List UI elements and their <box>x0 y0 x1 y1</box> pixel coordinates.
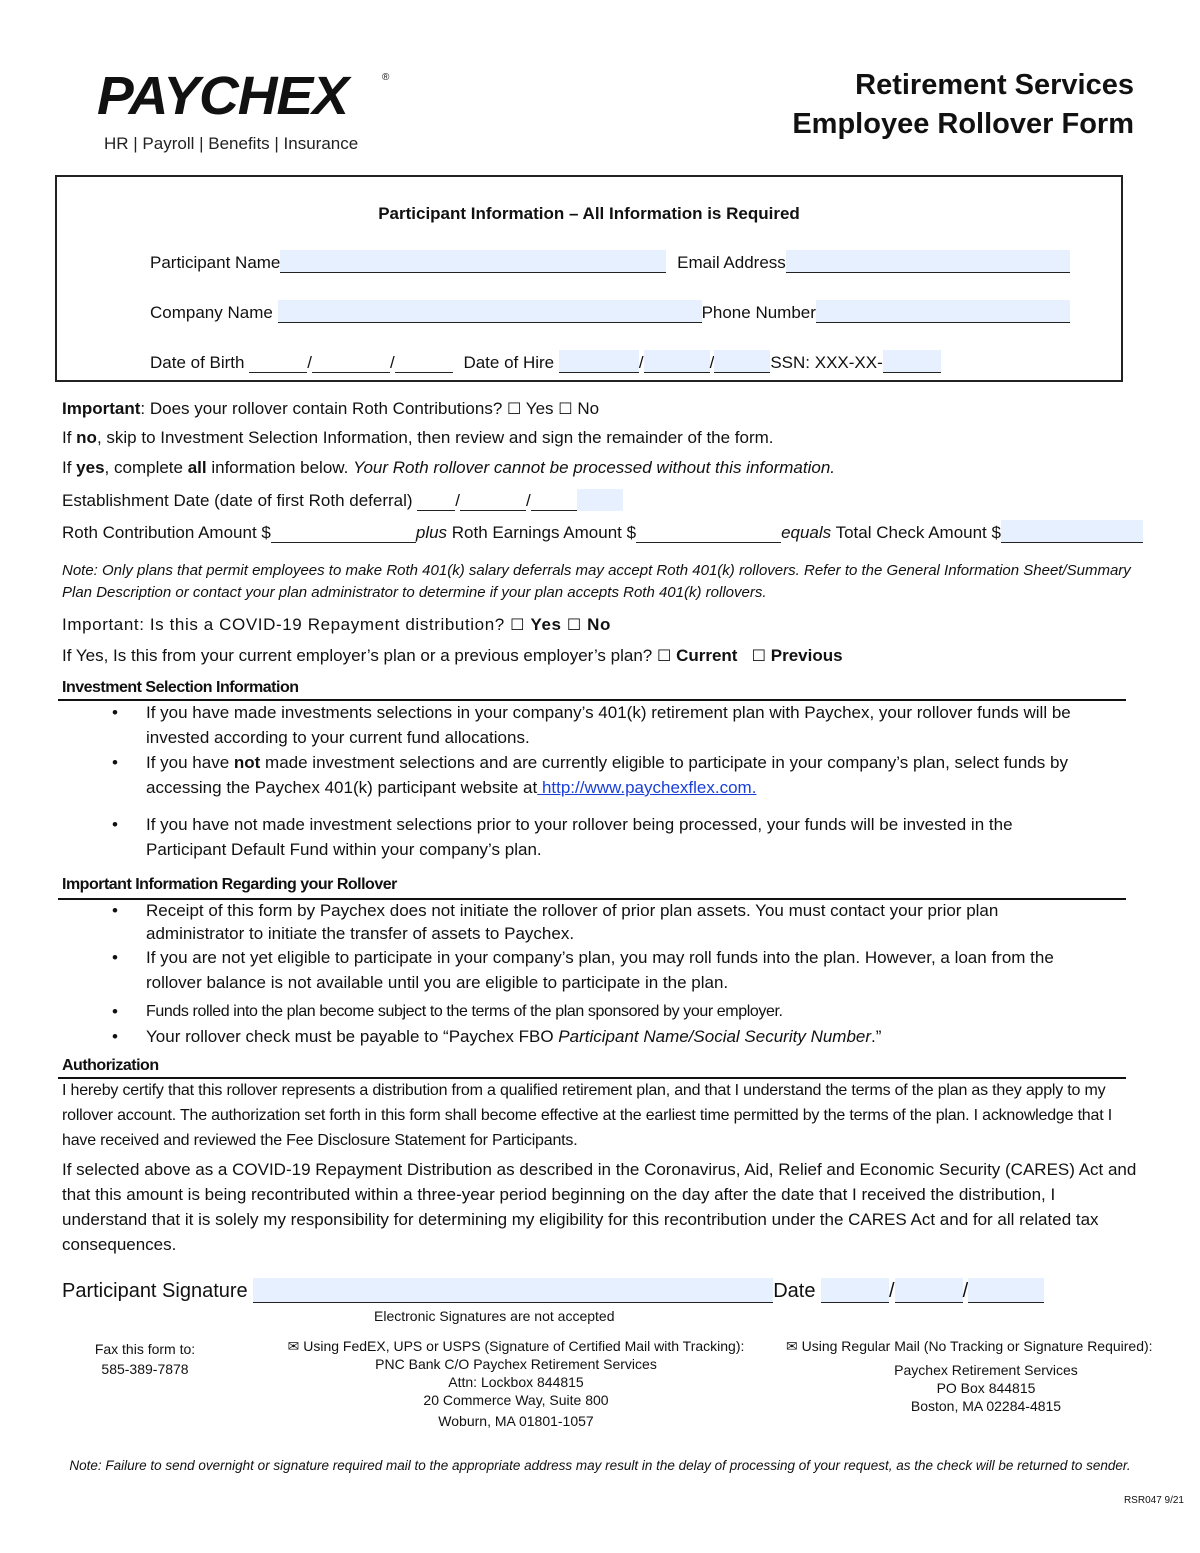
regular-line: PO Box 844815 <box>936 1380 1036 1396</box>
dob-year-field[interactable] <box>395 352 453 373</box>
regular-address <box>786 1361 1186 1415</box>
text-bold: not <box>233 753 261 772</box>
checkbox-icon[interactable]: ☐ <box>507 399 522 418</box>
authorization-paragraph-1: I hereby certify that this rollover represents a distribution from a qualified retirement plan, and that I understand the terms of the plan as they apply to my rollover account. The authorization set forth in this form shall become effective at the earliest time permitted by the terms of the plan. I acknowledge that I have received and reviewed the Fee Disclosure Statement for Participants. <box>62 1082 1112 1149</box>
text-italic: Participant Name/Social Security Number <box>558 1027 872 1046</box>
total-amount-field[interactable] <box>1001 520 1143 543</box>
envelope-icon: ✉ <box>786 1338 798 1354</box>
important-info-list <box>112 899 1082 1049</box>
tracked-mail-block <box>276 1337 756 1430</box>
establishment-label: Establishment Date (date of first Roth deferral) <box>62 491 413 510</box>
participant-info-box <box>55 175 1123 382</box>
fax-block <box>60 1339 230 1379</box>
text: If <box>62 428 77 447</box>
regular-line: Paychex Retirement Services <box>894 1362 1078 1378</box>
roth-question-text: : Does your rollover contain Roth Contributions? <box>140 399 503 418</box>
participant-name-field[interactable] <box>280 250 666 273</box>
equals-text: equals <box>781 523 832 542</box>
text-bold: yes <box>76 458 105 477</box>
sign-date-year-field[interactable] <box>968 1278 1044 1303</box>
date-label: Date <box>773 1280 816 1302</box>
text: If you have <box>146 753 234 772</box>
dob-doh-ssn-row <box>150 350 941 373</box>
previous-label: Previous <box>770 646 843 665</box>
doh-year-field[interactable] <box>714 350 770 373</box>
slash: / <box>709 353 715 372</box>
checkbox-icon[interactable]: ☐ <box>566 615 582 634</box>
roth-question <box>62 399 599 419</box>
doh-day-field[interactable] <box>644 350 710 373</box>
company-name-label: Company Name <box>150 303 273 322</box>
slash: / <box>307 353 312 372</box>
doh-month-field[interactable] <box>559 350 639 373</box>
slash: / <box>638 353 644 372</box>
roth-if-no <box>62 428 774 448</box>
investment-list <box>112 700 1082 862</box>
slash: / <box>455 491 461 510</box>
covid-plan-row <box>62 646 843 666</box>
authorization-paragraph-2: If selected above as a COVID-19 Repayment Distribution as described in the Coronavirus, Aid, Relief and Economic Security (CARES) Act and that this amount is being recontributed within a three-year period beginning on the day after the date that I received the distribution, I understand that it is solely my responsibility for determining my eligibility for this recontribution under the CARES Act and for all related tax consequences. <box>62 1160 1137 1254</box>
total-label: Total Check Amount $ <box>831 523 1001 542</box>
important-label: Important <box>62 399 141 418</box>
sign-date-day-field[interactable] <box>895 1278 963 1303</box>
plus-text: plus <box>415 523 448 542</box>
company-name-field[interactable] <box>278 300 702 323</box>
text: .” <box>871 1027 882 1046</box>
establishment-year-field[interactable] <box>531 490 577 511</box>
text-italic: Your Roth rollover cannot be processed without this information. <box>353 458 836 477</box>
slash: / <box>526 491 531 510</box>
roth-no-label: No <box>577 399 600 418</box>
roth-note: Note: Only plans that permit employees to make Roth 401(k) salary deferrals may accept Roth 401(k) rollovers. Refer to the General Information Sheet/Summary Plan Description or contact your plan administrator to determine if your plan accepts Roth 401(k) rollovers. <box>62 562 1131 601</box>
text-bold: no <box>76 428 97 447</box>
regular-heading: Using Regular Mail (No Tracking or Signature Required): <box>801 1338 1153 1354</box>
phone-field[interactable] <box>816 300 1070 323</box>
paychexflex-link[interactable]: http://www.paychexflex.com. <box>537 778 757 797</box>
dob-label: Date of Birth <box>150 353 245 372</box>
roth-amounts-row <box>62 520 1143 543</box>
name-email-row <box>150 250 1070 273</box>
establishment-month-field[interactable] <box>417 490 455 511</box>
text: , skip to Investment Selection Information, then review and sign the remainder of the form. <box>96 428 774 447</box>
participant-info-heading: Participant Information – All Information is Required <box>378 204 800 223</box>
regular-mail-block <box>786 1337 1176 1415</box>
sign-date-month-field[interactable] <box>821 1278 889 1303</box>
envelope-icon: ✉ <box>287 1338 300 1354</box>
signature-note: Electronic Signatures are not accepted <box>374 1308 615 1324</box>
phone-label: Phone Number <box>701 303 816 322</box>
important-info-heading: Important Information Regarding your Rollover <box>62 876 397 893</box>
covid-question-row <box>62 615 611 635</box>
establishment-day-field[interactable] <box>460 490 526 511</box>
tracked-line: Attn: Lockbox 844815 <box>448 1374 584 1390</box>
investment-heading: Investment Selection Information <box>62 679 299 696</box>
tracked-line: PNC Bank C/O Paychex Retirement Services <box>375 1356 657 1372</box>
text-bold: all <box>187 458 207 477</box>
covid-no-label: No <box>587 615 612 634</box>
signature-field[interactable] <box>253 1278 773 1303</box>
dob-day-field[interactable] <box>312 352 390 373</box>
authorization-heading: Authorization <box>62 1057 159 1074</box>
slash: / <box>889 1280 895 1302</box>
signature-row <box>62 1278 1044 1303</box>
registered-mark: ® <box>382 72 390 83</box>
tracked-line: 20 Commerce Way, Suite 800 <box>423 1392 609 1408</box>
paychex-logo <box>97 66 400 154</box>
dob-month-field[interactable] <box>249 352 307 373</box>
company-phone-row <box>150 300 1070 323</box>
list-item <box>112 750 1082 800</box>
earnings-label: Roth Earnings Amount $ <box>447 523 637 542</box>
text: made investment selections and are currently eligible to participate in your company’s plan, select funds by accessing the Paychex 401(k) participant website at <box>146 753 1068 797</box>
earnings-amount-field[interactable] <box>636 522 781 543</box>
ssn-label: SSN: XXX-XX- <box>770 353 883 372</box>
logo-wordmark: PAYCHEX <box>97 66 348 126</box>
text: If <box>62 458 77 477</box>
current-label: Current <box>676 646 738 665</box>
ssn-field[interactable] <box>883 350 941 373</box>
list-item: • Funds rolled into the plan become subject to the terms of the plan sponsored by your employer. <box>112 999 1082 1024</box>
participant-name-label: Participant Name <box>150 253 281 272</box>
doh-label: Date of Hire <box>463 353 555 372</box>
contribution-label: Roth Contribution Amount $ <box>62 523 271 542</box>
roth-if-yes <box>62 458 835 478</box>
title-line-2: Employee Rollover Form <box>792 108 1134 140</box>
roth-yes-label: Yes <box>525 399 554 418</box>
slash: / <box>962 1280 969 1302</box>
fax-number: 585-389-7878 <box>101 1361 189 1377</box>
covid-yes-label: Yes <box>530 615 562 634</box>
form-title <box>792 66 1134 144</box>
list-item: • Receipt of this form by Paychex does not initiate the rollover of prior plan assets. You must contact your prior plan administrator to initiate the transfer of assets to Paychex. <box>112 899 1082 945</box>
tracked-line: Woburn, MA 01801-1057 <box>438 1413 594 1429</box>
form-code: RSR047 9/21 <box>1123 1495 1184 1506</box>
footer-note: Note: Failure to send overnight or signature required mail to the appropriate address may result in the delay of processing of your request, as the check will be returned to sender. <box>69 1458 1131 1473</box>
logo-tagline: HR | Payroll | Benefits | Insurance <box>104 134 359 153</box>
establishment-date-row <box>62 489 623 511</box>
checkbox-icon[interactable]: ☐ <box>657 646 672 665</box>
signature-label: Participant Signature <box>62 1280 248 1302</box>
email-label: Email Address <box>677 253 786 272</box>
email-field[interactable] <box>786 250 1070 273</box>
fax-label: Fax this form to: <box>94 1341 196 1357</box>
list-item: • If you have made investments selections in your company’s 401(k) retirement plan with Paychex, your rollover funds will be invested according to your current fund allocations. <box>112 700 1082 750</box>
regular-line: Boston, MA 02284-4815 <box>910 1398 1062 1414</box>
text: information below. <box>206 458 354 477</box>
checkbox-icon[interactable]: ☐ <box>510 615 526 634</box>
establishment-extra-field[interactable] <box>577 489 623 511</box>
slash: / <box>389 353 395 372</box>
covid-question: Important: Is this a COVID-19 Repayment distribution? <box>62 615 505 634</box>
text: , complete <box>104 458 188 477</box>
contribution-amount-field[interactable] <box>271 522 416 543</box>
list-item <box>112 1024 1082 1049</box>
list-item: • If you are not yet eligible to participate in your company’s plan, you may roll funds into the plan. However, a loan from the rollover balance is not available until you are eligible to participate in the plan. <box>112 945 1082 995</box>
list-item: • If you have not made investment selections prior to your rollover being processed, your funds will be invested in the Participant Default Fund within your company’s plan. <box>112 812 1082 862</box>
checkbox-icon[interactable]: ☐ <box>558 399 573 418</box>
checkbox-icon[interactable]: ☐ <box>751 646 766 665</box>
tracked-heading: Using FedEX, UPS or USPS (Signature of Certified Mail with Tracking): <box>303 1338 745 1354</box>
title-line-1: Retirement Services <box>855 69 1134 101</box>
covid-plan-question: If Yes, Is this from your current employer’s plan or a previous employer’s plan? <box>62 646 653 665</box>
text: Your rollover check must be payable to “Paychex FBO <box>146 1027 559 1046</box>
